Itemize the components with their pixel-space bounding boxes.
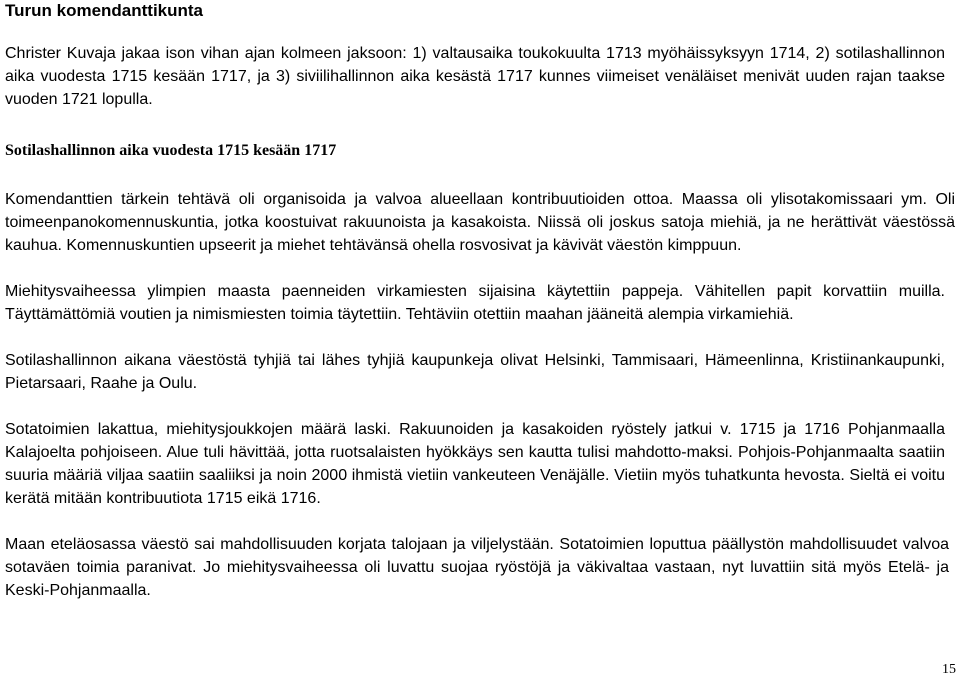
page-number: 15 xyxy=(942,662,956,677)
document-title: Turun komendanttikunta xyxy=(5,1,204,20)
section-heading: Sotilashallinnon aika vuodesta 1715 kesään 1717 xyxy=(5,142,337,159)
paragraph-commanders: Komendanttien tärkein tehtävä oli organisoida ja valvoa alueellaan kontribuutioiden ottoa. Maassa oli ylisotakomissaari ym. Oli toimeenpanokomennuskuntia, jotka koostuivat rakuunoista ja kasakoista. Niissä oli joskus satoja miehiä, ja ne herättivät väestössä kauhua. Komennuskuntien upseerit ja miehet tehtävänsä ohella rosvosivat ja kävivät väestön kimppuun. xyxy=(5,191,955,254)
paragraph-empty-towns: Sotilashallinnon aikana väestöstä tyhjiä tai lähes tyhjiä kaupunkeja olivat Helsinki, Tammisaari, Hämeenlinna, Kristiinankaupunki, Pietarsaari, Raahe ja Oulu. xyxy=(5,352,945,392)
paragraph-occupation-officials: Miehitysvaiheessa ylimpien maasta paenneiden virkamiesten sijaisina käytettiin pappeja. Vähitellen papit korvattiin muilla. Täyttämättömiä voutien ja nimismiesten toimia täytettiin. Tehtäviin otettiin maahan jääneitä alempia virkamiehiä. xyxy=(5,283,945,323)
paragraph-southern-region: Maan eteläosassa väestö sai mahdollisuuden korjata talojaan ja viljelystään. Sotatoimien loputtua päällystön mahdollisuudet valvoa sotaväen toimia paranivat. Jo miehitysvaiheessa oli luvattu suojaa ryöstöjä ja väkivaltaa vastaan, nyt luvattiin sitä myös Etelä- ja Keski-Pohjanmaalla. xyxy=(5,536,949,599)
paragraph-military-reduction: Sotatoimien lakattua, miehitysjoukkojen määrä laski. Rakuunoiden ja kasakoiden ryöstely jatkui v. 1715 ja 1716 Pohjanmaalla Kalajoelta pohjoiseen. Alue tuli hävittää, jotta ruotsalaisten hyökkäys sen kautta tulisi mahdotto-maksi. Pohjois-Pohjanmaalta saatiin suuria määriä viljaa saatiin saaliiksi ja noin 2000 ihmistä vietiin vankeuteen Venäjälle. Vietiin myös tuhatkunta hevosta. Sieltä ei voitu kerätä mitään kontribuutiota 1715 eikä 1716. xyxy=(5,421,945,507)
intro-paragraph: Christer Kuvaja jakaa ison vihan ajan kolmeen jaksoon: 1) valtausaika toukokuulta 1713 myöhäissyksyyn 1714, 2) sotilashallinnon aika vuodesta 1715 kesään 1717, ja 3) siviilihallinnon aika kesästä 1717 kunnes viimeiset venäläiset menivät uuden rajan taakse vuoden 1721 lopulla. xyxy=(5,45,945,108)
document-page xyxy=(5,0,957,602)
